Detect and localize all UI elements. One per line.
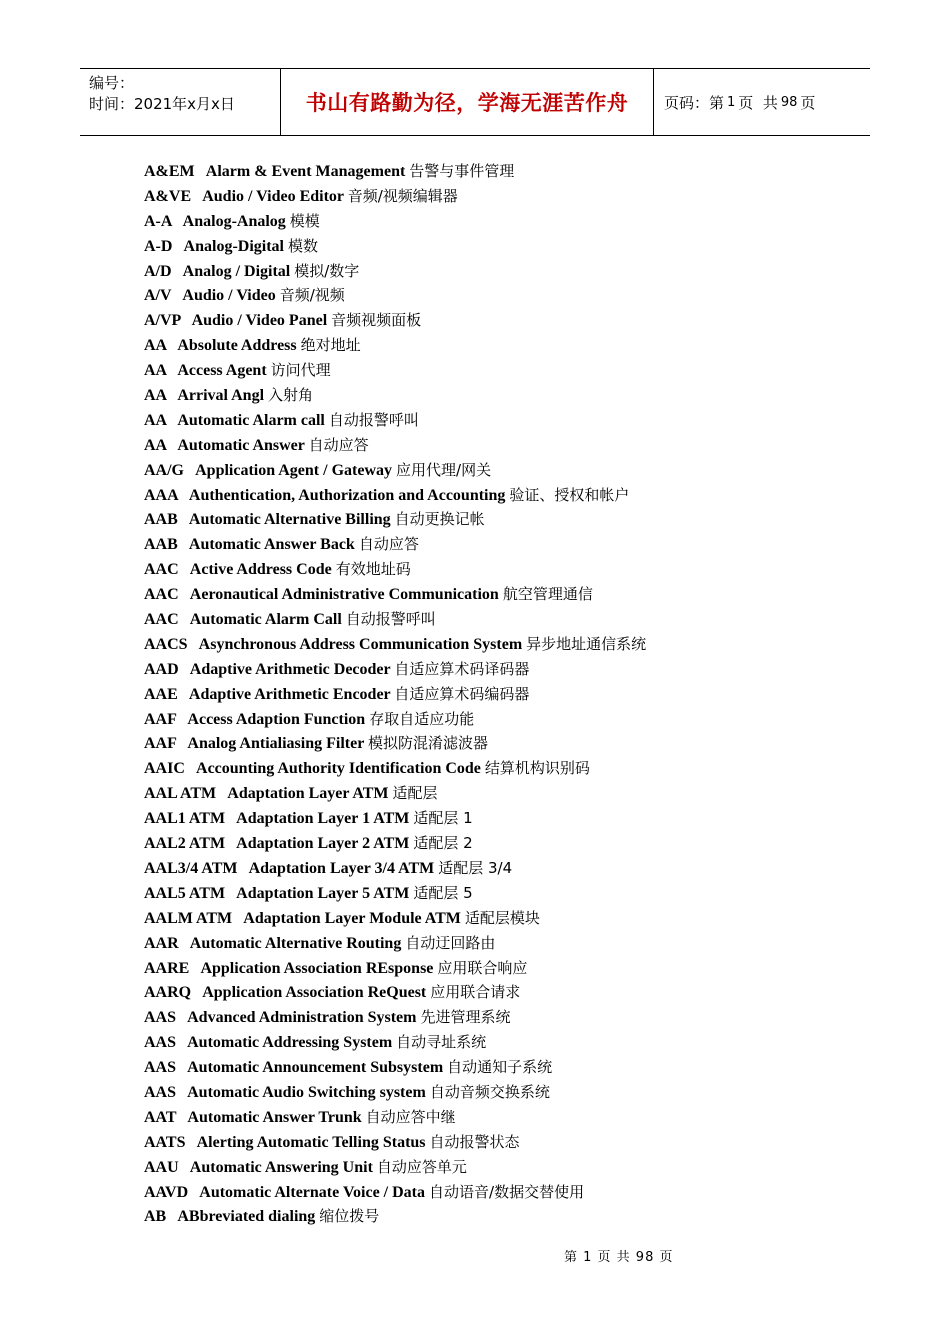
glossary-entry: [144, 507, 646, 532]
entry-english: A-D Analog-Digital: [144, 237, 288, 255]
entry-chinese: 自适应算术码编码器: [394, 684, 530, 703]
glossary-entry: [144, 557, 646, 582]
glossary-entry: [144, 1080, 646, 1105]
entry-chinese: 适配层 3/4: [438, 858, 513, 877]
entry-chinese: 音频视频面板: [331, 311, 422, 330]
entry-chinese: 自动报警状态: [429, 1132, 520, 1151]
header-info-cell: [80, 69, 281, 135]
entry-english: AAL3/4 ATM Adaptation Layer 3/4 ATM: [144, 859, 439, 877]
glossary-entry: [144, 532, 646, 557]
entry-chinese: 缩位拨号: [319, 1207, 380, 1226]
glossary-entry: [144, 881, 646, 906]
entry-chinese: 自动应答中继: [365, 1107, 456, 1126]
entry-chinese: 自动寻址系统: [396, 1033, 487, 1052]
entry-chinese: 验证、授权和帐户: [509, 485, 630, 504]
motto-text: 书山有路勤为径，学海无涯苦作舟: [305, 91, 629, 115]
glossary-entry: [144, 1180, 646, 1205]
entry-english: AAL ATM Adaptation Layer ATM: [144, 785, 393, 803]
entry-english: AARE Application Association REsponse: [144, 959, 438, 977]
entry-english: AA/G Application Agent / Gateway: [144, 461, 397, 479]
entry-english: AAU Automatic Answering Unit: [144, 1158, 377, 1176]
page-header: [80, 68, 870, 136]
entry-chinese: 先进管理系统: [420, 1008, 511, 1027]
glossary-list: [144, 159, 646, 1229]
glossary-entry: [144, 1130, 646, 1155]
entry-english: AAF Analog Antialiasing Filter: [144, 735, 369, 753]
glossary-entry: [144, 831, 646, 856]
entry-english: AAS Advanced Administration System: [144, 1009, 421, 1027]
entry-chinese: 自动更换记帐: [394, 510, 485, 529]
glossary-entry: [144, 1105, 646, 1130]
entry-chinese: 适配层 1: [413, 809, 473, 828]
entry-chinese: 适配层: [392, 784, 438, 803]
glossary-entry: [144, 1204, 646, 1229]
entry-english: AA Absolute Address: [144, 337, 301, 355]
header-motto-cell: [281, 69, 654, 135]
glossary-entry: [144, 781, 646, 806]
glossary-entry: [144, 458, 646, 483]
glossary-entry: [144, 308, 646, 333]
glossary-entry: [144, 1155, 646, 1180]
entry-english: AB ABbreviated dialing: [144, 1208, 320, 1226]
entry-chinese: 有效地址码: [335, 560, 411, 579]
glossary-entry: [144, 383, 646, 408]
entry-chinese: 模拟防混淆滤波器: [368, 734, 489, 753]
entry-chinese: 模数: [288, 236, 319, 255]
glossary-entry: [144, 283, 646, 308]
glossary-entry: [144, 159, 646, 184]
entry-chinese: 自动音频交换系统: [429, 1082, 550, 1101]
entry-chinese: 适配层 2: [413, 834, 473, 853]
entry-chinese: 自适应算术码译码器: [394, 659, 530, 678]
entry-chinese: 自动语音/数据交替使用: [429, 1182, 585, 1201]
entry-chinese: 入射角: [268, 386, 314, 405]
entry-english: AA Access Agent: [144, 362, 271, 380]
entry-english: AAB Automatic Answer Back: [144, 536, 359, 554]
entry-english: A&VE Audio / Video Editor: [144, 187, 348, 205]
entry-english: AARQ Application Association ReQuest: [144, 984, 431, 1002]
entry-chinese: 结算机构识别码: [484, 759, 590, 778]
glossary-entry: [144, 483, 646, 508]
glossary-entry: [144, 657, 646, 682]
entry-chinese: 自动应答: [358, 535, 419, 554]
page-prefix: 页码：第: [664, 93, 725, 112]
page-suffix: 页: [800, 93, 816, 112]
entry-english: AAD Adaptive Arithmetic Decoder: [144, 660, 395, 678]
entry-english: AAB Automatic Alternative Billing: [144, 511, 395, 529]
entry-chinese: 音频/视频: [279, 286, 345, 305]
entry-chinese: 自动报警呼叫: [328, 410, 419, 429]
entry-english: AATS Alerting Automatic Telling Status: [144, 1133, 430, 1151]
entry-chinese: 模模: [289, 211, 320, 230]
entry-english: AAA Authentication, Authorization and Accounting: [144, 486, 510, 504]
entry-english: AAE Adaptive Arithmetic Encoder: [144, 685, 395, 703]
entry-english: AAL5 ATM Adaptation Layer 5 ATM: [144, 884, 414, 902]
entry-english: AAT Automatic Answer Trunk: [144, 1108, 366, 1126]
entry-chinese: 自动应答: [308, 435, 369, 454]
page-total: 98: [780, 94, 798, 110]
entry-chinese: 应用代理/网关: [396, 460, 492, 479]
glossary-entry: [144, 408, 646, 433]
entry-english: AACS Asynchronous Address Communication System: [144, 635, 527, 653]
glossary-entry: [144, 209, 646, 234]
entry-english: AAL2 ATM Adaptation Layer 2 ATM: [144, 835, 414, 853]
glossary-entry: [144, 682, 646, 707]
entry-chinese: 航空管理通信: [502, 585, 593, 604]
glossary-entry: [144, 607, 646, 632]
entry-chinese: 模拟/数字: [294, 261, 360, 280]
header-page-cell: [654, 69, 870, 135]
glossary-entry: [144, 806, 646, 831]
entry-english: AAVD Automatic Alternate Voice / Data: [144, 1183, 430, 1201]
glossary-entry: [144, 1005, 646, 1030]
entry-english: AA Automatic Answer: [144, 436, 309, 454]
entry-chinese: 适配层模块: [464, 908, 540, 927]
glossary-entry: [144, 259, 646, 284]
entry-chinese: 应用联合响应: [437, 958, 528, 977]
entry-english: AAC Aeronautical Administrative Communication: [144, 586, 503, 604]
entry-english: A-A Analog-Analog: [144, 212, 290, 230]
entry-english: AAS Automatic Addressing System: [144, 1034, 397, 1052]
glossary-entry: [144, 980, 646, 1005]
entry-english: A&EM Alarm & Event Management: [144, 163, 410, 180]
glossary-entry: [144, 632, 646, 657]
page-mid: 页 共: [738, 93, 778, 112]
entry-english: AA Arrival Angl: [144, 387, 269, 405]
entry-english: AAC Automatic Alarm Call: [144, 611, 346, 629]
entry-chinese: 自动通知子系统: [447, 1058, 553, 1077]
entry-chinese: 异步地址通信系统: [526, 634, 647, 653]
glossary-entry: [144, 756, 646, 781]
entry-english: AA Automatic Alarm call: [144, 411, 329, 429]
entry-chinese: 访问代理: [270, 361, 331, 380]
glossary-entry: [144, 1030, 646, 1055]
glossary-entry: [144, 956, 646, 981]
entry-english: AAIC Accounting Authority Identification Code: [144, 760, 485, 778]
entry-chinese: 告警与事件管理: [409, 162, 515, 180]
time-label: 时间：2021年x月x日: [89, 95, 235, 113]
glossary-entry: [144, 707, 646, 732]
entry-chinese: 自动迂回路由: [405, 933, 496, 952]
entry-english: AAL1 ATM Adaptation Layer 1 ATM: [144, 810, 414, 828]
number-label: 编号：: [89, 74, 135, 92]
entry-chinese: 绝对地址: [300, 336, 361, 355]
entry-english: A/D Analog / Digital: [144, 262, 295, 280]
entry-english: A/V Audio / Video: [144, 287, 280, 305]
entry-english: A/VP Audio / Video Panel: [144, 312, 332, 330]
glossary-entry: [144, 731, 646, 756]
page-current: 1: [727, 94, 736, 110]
glossary-entry: [144, 184, 646, 209]
entry-english: AAC Active Address Code: [144, 561, 336, 579]
entry-chinese: 音频/视频编辑器: [347, 186, 458, 205]
entry-chinese: 存取自适应功能: [369, 709, 475, 728]
entry-chinese: 适配层 5: [413, 883, 473, 902]
entry-chinese: 应用联合请求: [430, 983, 521, 1002]
entry-english: AAS Automatic Announcement Subsystem: [144, 1059, 448, 1077]
entry-english: AAR Automatic Alternative Routing: [144, 934, 406, 952]
entry-english: AALM ATM Adaptation Layer Module ATM: [144, 909, 465, 927]
entry-chinese: 自动报警呼叫: [345, 610, 436, 629]
glossary-entry: [144, 582, 646, 607]
page-footer: 第 1 页 共 98 页: [564, 1250, 674, 1265]
glossary-entry: [144, 1055, 646, 1080]
entry-english: AAS Automatic Audio Switching system: [144, 1083, 430, 1101]
entry-english: AAF Access Adaption Function: [144, 710, 370, 728]
glossary-entry: [144, 333, 646, 358]
glossary-entry: [144, 906, 646, 931]
glossary-entry: [144, 931, 646, 956]
glossary-entry: [144, 234, 646, 259]
entry-chinese: 自动应答单元: [376, 1157, 467, 1176]
glossary-entry: [144, 856, 646, 881]
glossary-entry: [144, 358, 646, 383]
glossary-entry: [144, 433, 646, 458]
